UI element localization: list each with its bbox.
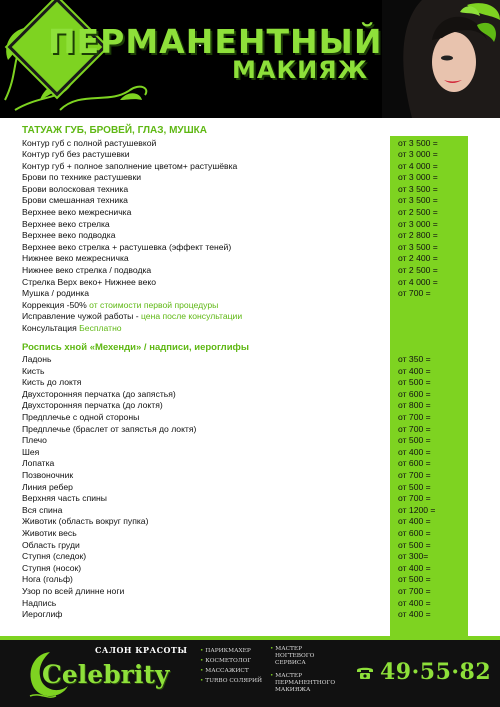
service-name: Область груди <box>22 539 80 550</box>
service-name: Ступня (носок) <box>22 562 82 573</box>
price-row <box>22 242 468 254</box>
service-price: от 400 = <box>398 446 431 457</box>
service-price: от 600 = <box>398 388 431 399</box>
service-price: от 2 500 = <box>398 207 438 218</box>
price-row <box>22 609 468 621</box>
service-name: Нижнее веко стрелка / подводка <box>22 265 152 276</box>
service-name: Двухсторонняя перчатка (до локтя) <box>22 400 163 411</box>
price-row <box>22 377 468 389</box>
price-row <box>22 161 468 173</box>
price-row <box>22 149 468 161</box>
services-list-2 <box>270 646 335 694</box>
brand-name: Celebrity <box>42 660 170 689</box>
service-name: Предплечье с одной стороны <box>22 412 140 423</box>
service-name: Коррекция -50% от стоимости первой процедуры <box>22 299 219 310</box>
service-price: от 700 = <box>398 423 431 434</box>
service-name: Мушка / родинка <box>22 288 89 299</box>
price-row <box>22 389 468 401</box>
price-row <box>22 311 468 323</box>
phone-number: 49·55·82 <box>380 659 492 685</box>
price-row <box>22 586 468 598</box>
price-row <box>22 516 468 528</box>
service-name: Иероглиф <box>22 609 63 620</box>
service-price: от 500 = <box>398 539 431 550</box>
services-list-1 <box>200 646 262 686</box>
price-row <box>22 540 468 552</box>
service-price: от 2 500 = <box>398 265 438 276</box>
service-price: от 700 = <box>398 470 431 481</box>
price-row <box>22 138 468 150</box>
service-price: от 3 000 = <box>398 149 438 160</box>
page-subtitle: МАКИЯЖ <box>232 56 369 84</box>
service-item-cont: ПЕРМАНЕНТНОГО <box>275 680 336 686</box>
service-price: от 400 = <box>398 597 431 608</box>
service-price: от 2 800 = <box>398 230 438 241</box>
price-row <box>22 207 468 219</box>
service-name: Верхнее веко межресничка <box>22 207 132 218</box>
price-row <box>22 195 468 207</box>
price-row <box>22 435 468 447</box>
service-price: от 4 000 = <box>398 276 438 287</box>
service-name: Верхняя часть спины <box>22 493 107 504</box>
service-price: от 3 500 = <box>398 183 438 194</box>
service-name: Шея <box>22 446 40 457</box>
service-name: Верхнее веко подводка <box>22 230 116 241</box>
service-name: Консультация Бесплатно <box>22 323 122 333</box>
price-row <box>22 412 468 424</box>
service-price: от 400 = <box>398 562 431 573</box>
service-price: от 400 = <box>398 609 431 620</box>
price-row <box>22 354 468 366</box>
model-portrait-image <box>382 0 500 118</box>
service-name: Контур губ + полное заполнение цветом+ растушёвка <box>22 160 238 171</box>
service-name: Нога (гольф) <box>22 574 73 585</box>
phone-icon <box>356 666 374 680</box>
price-row <box>22 574 468 586</box>
service-name: Брови волосковая техника <box>22 183 129 194</box>
service-name: Ладонь <box>22 354 52 365</box>
price-row <box>22 366 468 378</box>
service-name: Кисть до локтя <box>22 377 82 388</box>
price-row <box>22 424 468 436</box>
service-price: от 4 000 = <box>398 160 438 171</box>
service-name: Стрелка Верх веко+ Нижнее веко <box>22 276 157 287</box>
service-price: от 2 400 = <box>398 253 438 264</box>
service-item: • КОСМЕТОЛОГ <box>200 658 252 664</box>
service-price: от 600 = <box>398 528 431 538</box>
service-name: Вся спина <box>22 504 63 515</box>
service-price: от 800 = <box>398 400 431 411</box>
section-title-henna: Роспись хной «Мехенди» / надписи, иероглифы <box>22 341 249 353</box>
service-name: Нижнее веко межресничка <box>22 253 129 264</box>
price-row <box>22 172 468 184</box>
service-name: Брови по технике растушевки <box>22 172 142 183</box>
service-price: от 350 = <box>398 354 431 365</box>
service-price: от 3 000 = <box>398 172 438 183</box>
service-price: от 500 = <box>398 481 431 492</box>
service-name: Кисть <box>22 365 45 376</box>
price-rows <box>22 125 468 621</box>
price-row <box>22 300 468 312</box>
price-row <box>22 528 468 540</box>
service-name: Позвоночник <box>22 470 74 481</box>
service-note: Бесплатно <box>76 323 122 333</box>
service-name: Предплечье (браслет от запястья до локтя) <box>22 423 197 434</box>
service-price: от 700 = <box>398 585 431 596</box>
service-name: Исправление чужой работы - цена после консультации <box>22 311 243 322</box>
header <box>0 0 500 118</box>
price-list <box>0 118 500 636</box>
service-item: • МАССАЖИСТ <box>200 668 249 674</box>
price-row <box>22 400 468 412</box>
service-item-cont: СЕРВИСА <box>275 660 306 666</box>
service-note: цена после консультации <box>138 311 243 322</box>
service-item-cont: МАКИЯЖА <box>275 687 311 693</box>
service-price: от 500 = <box>398 377 431 388</box>
service-name: Контур губ с полной растушевкой <box>22 137 157 148</box>
service-name: Узор по всей длинне ноги <box>22 585 125 596</box>
price-row <box>22 482 468 494</box>
service-name: Надпись <box>22 597 57 608</box>
price-row <box>22 323 468 335</box>
service-item: • МАСТЕР <box>270 673 303 679</box>
price-row <box>22 253 468 265</box>
price-row <box>22 219 468 231</box>
service-name: Верхнее веко стрелка + растушевка (эффект теней) <box>22 241 232 252</box>
service-price: от 3 000 = <box>398 218 438 229</box>
service-price: от 700 = <box>398 288 431 299</box>
service-name: Плечо <box>22 435 47 446</box>
service-price: от 3 500 = <box>398 195 438 206</box>
footer-accent-band <box>0 636 500 640</box>
price-row <box>22 265 468 277</box>
footer <box>0 636 500 707</box>
service-price: от 3 500 = <box>398 241 438 252</box>
price-row <box>22 598 468 610</box>
service-name: Контур губ без растушевки <box>22 149 130 160</box>
price-row <box>22 493 468 505</box>
service-item: • ПАРИКМАХЕР <box>200 648 251 654</box>
section-title-tattoo: ТАТУАЖ ГУБ, БРОВЕЙ, ГЛАЗ, МУШКА <box>22 125 207 136</box>
service-name: Ступня (следок) <box>22 551 87 562</box>
price-row <box>22 458 468 470</box>
price-row <box>22 230 468 242</box>
service-price: от 1200 = <box>398 504 436 515</box>
price-row <box>22 277 468 289</box>
price-row <box>22 184 468 196</box>
service-note: от стоимости первой процедуры <box>86 299 219 310</box>
service-price: от 400 = <box>398 365 431 376</box>
service-item-cont: НОГТЕВОГО <box>275 653 315 659</box>
service-name: Животик (область вокруг пупка) <box>22 516 149 527</box>
service-price: от 700 = <box>398 493 431 504</box>
service-price: от 600 = <box>398 458 431 469</box>
service-name: Двухсторонняя перчатка (до запястья) <box>22 388 176 399</box>
service-price: от 500 = <box>398 435 431 446</box>
service-name: Верхнее веко стрелка <box>22 218 110 229</box>
price-row <box>22 563 468 575</box>
price-row <box>22 447 468 459</box>
page-title: ПЕРМАНЕНТНЫЙ <box>48 22 383 61</box>
service-price: от 400 = <box>398 516 431 527</box>
service-price: от 500 = <box>398 574 431 585</box>
service-item: • TURBO СОЛЯРИЙ <box>200 678 263 684</box>
service-price: от 300= <box>398 551 429 562</box>
service-price: от 700 = <box>398 412 431 423</box>
service-name: Брови смешанная техника <box>22 195 128 206</box>
service-item: • МАСТЕР <box>270 646 303 652</box>
price-row <box>22 470 468 482</box>
service-name: Животик весь <box>22 528 77 538</box>
price-row <box>22 551 468 563</box>
salon-label: САЛОН КРАСОТЫ <box>95 645 188 655</box>
service-price: от 3 500 = <box>398 137 438 148</box>
service-name: Линия ребер <box>22 481 73 492</box>
price-row <box>22 505 468 517</box>
price-row <box>22 288 468 300</box>
service-name: Лопатка <box>22 458 55 469</box>
